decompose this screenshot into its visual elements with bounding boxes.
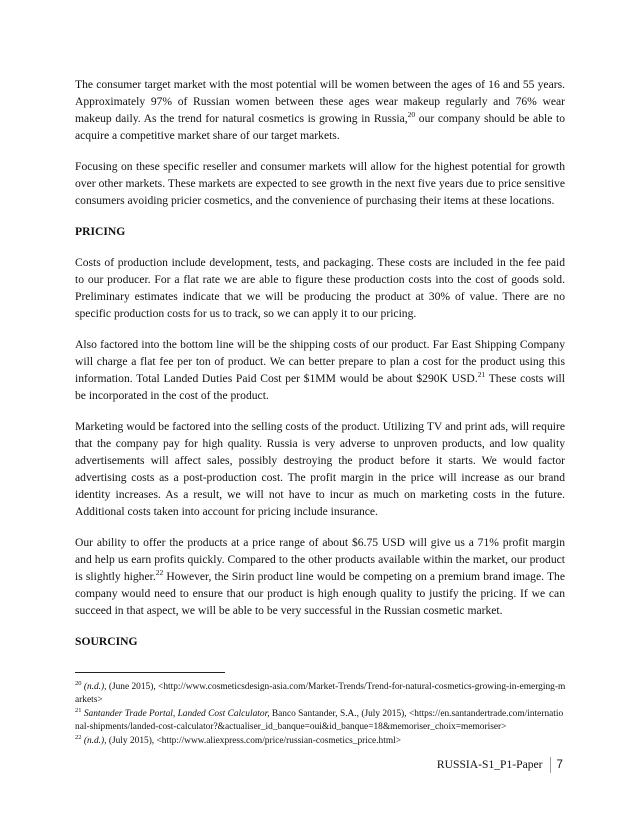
section-heading-sourcing: SOURCING <box>75 635 138 648</box>
footnote-citation: (July 2015), <http://www.aliexpress.com/price/russian-cosmetics_price.html> <box>106 735 402 746</box>
footnote-number: 21 <box>75 706 82 714</box>
paragraph-marketing: Marketing would be factored into the selling costs of the product. Utilizing TV and print ads, will require that the company pay for high quality. Russia is very adverse to unproven products, and low quality advertisements will affect sales, possibly destroying the product before it starts. We would factor advertising costs as a post-production cost. The profit margin in the price will increase as our brand identity increases. As a result, we will not have to incur as much on marketing costs in the future. Additional costs taken into account for pricing include insurance. <box>75 420 565 518</box>
footer-divider <box>550 757 551 773</box>
footnote-title: (n.d.), <box>83 682 107 692</box>
footnote-number: 22 <box>75 733 82 741</box>
footnotes <box>75 681 567 748</box>
paragraph-shipping <box>75 336 565 404</box>
paragraph-text: These costs will be incorporated in the cost of the product. <box>75 372 565 402</box>
footer-label: RUSSIA-S1_P1-Paper <box>436 758 543 771</box>
paragraph-focusing: Focusing on these specific reseller and consumer markets will allow for the highest potential for growth over other markets. These markets are expected to see growth in the next five years due to price sensitive consumers avoiding pricier cosmetics, and the convenience of purchasing their items at these locations. <box>75 160 565 207</box>
paragraph-text: The consumer target market with the most potential will be women between the ages of 16 and 55 years. Approximately 97% of Russian women between these ages wear makeup regularly and 76% wear makeup daily. As the trend for natural cosmetics is growing in Russia, <box>75 78 565 125</box>
paragraph-target-market <box>75 76 565 144</box>
footnote-ref-21: 21 <box>477 370 486 379</box>
footnote-title: (n.d.), <box>83 735 107 746</box>
body-text <box>75 76 565 664</box>
paragraph-ability <box>75 534 565 619</box>
footnote-22 <box>75 735 567 748</box>
paragraph-costs: Costs of production include development, tests, and packaging. These costs are included in the fee paid to our producer. For a flat rate we are able to figure these production costs into the cost of goods sold. Preliminary estimates indicate that we will be producing the product at 30% of value. There are no specific production costs for us to track, so we can apply it to our pricing. <box>75 256 565 320</box>
footnote-20 <box>75 681 567 708</box>
page-footer <box>437 757 563 773</box>
footnote-citation: (June 2015), <http://www.cosmeticsdesign-asia.com/Market-Trends/Trend-for-natural-cosmetics-growing-in-emerging-markets> <box>75 682 566 706</box>
paragraph-text: Also factored into the bottom line will be the shipping costs of our product. Far East Shipping Company will charge a flat fee per ton of product. We can better prepare to plan a cost for the product using this information. Total Landed Duties Paid Cost per $1MM would be about $290K USD. <box>75 338 565 385</box>
footnote-divider <box>75 672 225 673</box>
paragraph-text: Our ability to offer the products at a price range of about $6.75 USD will give us a 71% profit margin and help us earn profits quickly. Compared to the other products available within the market, our product is slightly higher. <box>75 536 565 583</box>
page-number: 7 <box>556 758 563 771</box>
section-heading-pricing: PRICING <box>75 225 126 238</box>
footnote-number: 20 <box>75 680 82 687</box>
footnote-21 <box>75 708 567 735</box>
paragraph-text: our company should be able to acquire a competitive market share of our target markets. <box>75 112 565 142</box>
footnote-citation: Banco Santander, S.A., (July 2015), <https://en.santandertrade.com/international-shipments/landed-cost-calculator?&actualiser_id_banque=oui&id_banque=18&memoriser_choix=memoriser> <box>75 708 564 733</box>
footnote-title: Santander Trade Portal, Landed Cost Calculator, <box>83 708 270 719</box>
footnote-ref-22: 22 <box>155 568 164 577</box>
paragraph-text: However, the Sirin product line would be competing on a premium brand image. The company would need to ensure that our product is high enough quality to justify the pricing. If we can succeed in that aspect, we will be able to be very successful in the Russian cosmetic market. <box>75 570 565 617</box>
footnote-ref-20: 20 <box>407 110 416 119</box>
